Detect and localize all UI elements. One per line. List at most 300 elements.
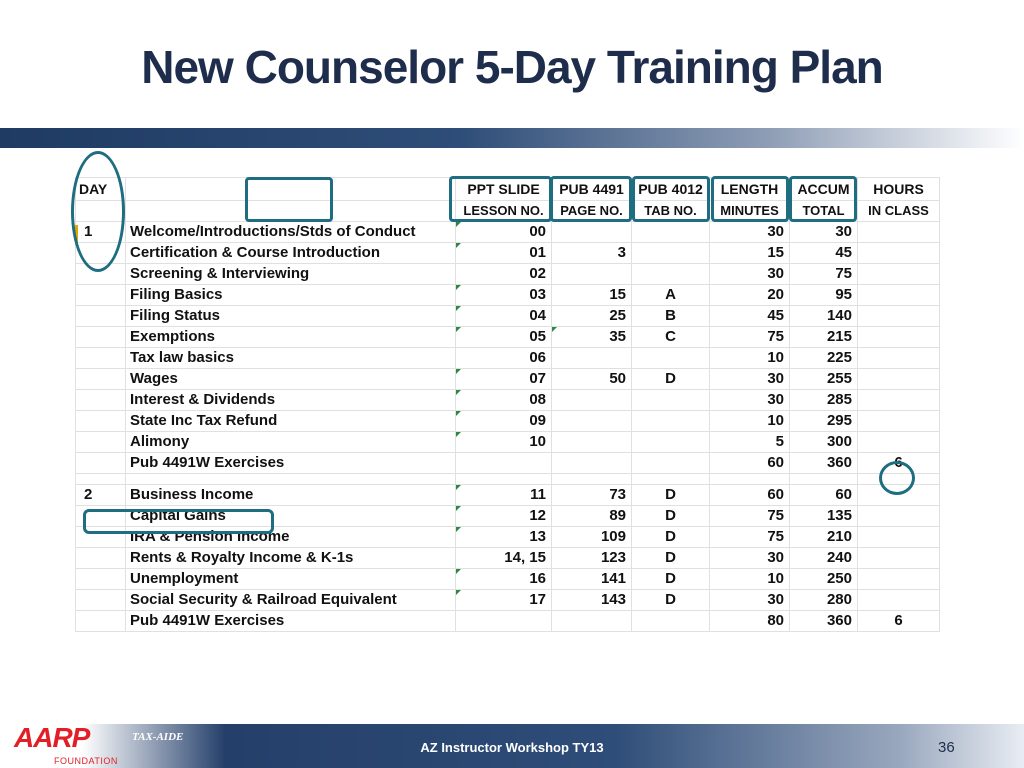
cell-accum-text: 215 bbox=[826, 328, 852, 345]
cell-day bbox=[76, 432, 126, 453]
header-cell: LENGTH bbox=[710, 178, 790, 201]
table-row bbox=[76, 285, 940, 306]
cell-length-text: 45 bbox=[767, 307, 784, 324]
cell-ppt-text: 04 bbox=[529, 307, 546, 324]
cell-ppt bbox=[456, 369, 552, 390]
cell-topic bbox=[126, 411, 456, 432]
cell-tab bbox=[632, 243, 710, 264]
cell-length bbox=[710, 569, 790, 590]
cell-page bbox=[552, 327, 632, 348]
cell-page-text: 73 bbox=[609, 486, 626, 503]
cell-page bbox=[552, 285, 632, 306]
comment-indicator-icon bbox=[456, 590, 461, 595]
cell-hours bbox=[858, 327, 940, 348]
cell-length-text: 30 bbox=[767, 265, 784, 282]
cell-page bbox=[552, 506, 632, 527]
cell-day bbox=[76, 453, 126, 474]
cell-page bbox=[552, 453, 632, 474]
header-cell bbox=[76, 201, 126, 222]
cell-length-text: 75 bbox=[767, 528, 784, 545]
cell-accum-text: 45 bbox=[835, 244, 852, 261]
cell-ppt-text: 05 bbox=[529, 328, 546, 345]
cell-length-text: 30 bbox=[767, 223, 784, 240]
cell-accum-text: 95 bbox=[835, 286, 852, 303]
cell-length bbox=[710, 485, 790, 506]
cell-hours-text: 6 bbox=[894, 612, 903, 629]
cell-day bbox=[76, 548, 126, 569]
cell-page bbox=[552, 569, 632, 590]
cell-accum-text: 240 bbox=[826, 549, 852, 566]
cell-page bbox=[552, 390, 632, 411]
cell-topic bbox=[126, 611, 456, 632]
cell-length-text: 60 bbox=[767, 454, 784, 471]
cell-ppt bbox=[456, 348, 552, 369]
cell-tab bbox=[632, 369, 710, 390]
cell-page bbox=[552, 590, 632, 611]
cell-ppt bbox=[456, 485, 552, 506]
cell-page bbox=[552, 348, 632, 369]
cell-hours bbox=[858, 453, 940, 474]
cell-hours bbox=[858, 548, 940, 569]
cell-day bbox=[76, 590, 126, 611]
cell-accum-text: 250 bbox=[826, 570, 852, 587]
header-row bbox=[76, 201, 940, 222]
cell-tab bbox=[632, 485, 710, 506]
cell-accum-text: 280 bbox=[826, 591, 852, 608]
cell-topic-text: Certification & Course Introduction bbox=[130, 244, 381, 261]
cell-topic bbox=[126, 369, 456, 390]
cell-ppt-text: 14, 15 bbox=[504, 549, 546, 566]
cell-ppt bbox=[456, 327, 552, 348]
cell-length bbox=[710, 548, 790, 569]
table-row bbox=[76, 569, 940, 590]
cell-hours-text: 6 bbox=[894, 454, 903, 471]
cell-ppt-text: 09 bbox=[529, 412, 546, 429]
table-row bbox=[76, 369, 940, 390]
cell-hours bbox=[858, 348, 940, 369]
cell-topic bbox=[126, 485, 456, 506]
cell-length-text: 75 bbox=[767, 507, 784, 524]
cell-topic-text: Social Security & Railroad Equivalent bbox=[130, 591, 397, 608]
cell-topic-text: Unemployment bbox=[130, 570, 239, 587]
table-row bbox=[76, 327, 940, 348]
cell-accum-text: 30 bbox=[835, 223, 852, 240]
cell-ppt bbox=[456, 527, 552, 548]
cell-ppt bbox=[456, 569, 552, 590]
cell-day-text: 1 bbox=[84, 223, 93, 240]
header-cell: IN CLASS bbox=[858, 201, 940, 222]
comment-indicator-icon bbox=[456, 390, 461, 395]
cell-accum-text: 75 bbox=[835, 265, 852, 282]
table-row bbox=[76, 548, 940, 569]
cell-length bbox=[710, 348, 790, 369]
cell-hours bbox=[858, 432, 940, 453]
cell-topic-text: Pub 4491W Exercises bbox=[130, 454, 285, 471]
cell-length-text: 10 bbox=[767, 412, 784, 429]
cell-tab bbox=[632, 285, 710, 306]
cell-ppt bbox=[456, 453, 552, 474]
cell-length bbox=[710, 327, 790, 348]
cell-tab-text: A bbox=[665, 286, 676, 303]
cell-ppt bbox=[456, 548, 552, 569]
cell-tab bbox=[632, 390, 710, 411]
cell-hours bbox=[858, 243, 940, 264]
cell-ppt-text: 11 bbox=[530, 486, 546, 503]
cell-day bbox=[76, 243, 126, 264]
cell-ppt bbox=[456, 590, 552, 611]
cell-tab bbox=[632, 548, 710, 569]
cell-accum-text: 360 bbox=[826, 454, 852, 471]
cell-tab-text: D bbox=[665, 486, 676, 503]
header-cell: HOURS bbox=[858, 178, 940, 201]
cell-accum bbox=[790, 348, 858, 369]
cell-topic bbox=[126, 390, 456, 411]
cell-topic-text: Screening & Interviewing bbox=[130, 265, 310, 282]
cell-day bbox=[76, 222, 126, 243]
cell-tab bbox=[632, 432, 710, 453]
comment-indicator-icon bbox=[456, 306, 461, 311]
cell-topic-text: Alimony bbox=[130, 433, 190, 450]
cell-tab-text: D bbox=[665, 549, 676, 566]
cell-page bbox=[552, 527, 632, 548]
cell-ppt bbox=[456, 506, 552, 527]
comment-indicator-icon bbox=[456, 569, 461, 574]
cell-tab bbox=[632, 327, 710, 348]
cell-length-text: 5 bbox=[775, 433, 784, 450]
table-cell bbox=[552, 474, 632, 485]
cell-topic bbox=[126, 590, 456, 611]
cell-length-text: 30 bbox=[767, 391, 784, 408]
cell-accum bbox=[790, 390, 858, 411]
cell-tab-text: D bbox=[665, 370, 676, 387]
cell-ppt bbox=[456, 243, 552, 264]
row-accent-mark bbox=[75, 225, 78, 243]
comment-indicator-icon bbox=[456, 432, 461, 437]
cell-accum bbox=[790, 590, 858, 611]
cell-accum bbox=[790, 527, 858, 548]
table-row bbox=[76, 506, 940, 527]
cell-topic-text: State Inc Tax Refund bbox=[130, 412, 278, 429]
cell-length-text: 30 bbox=[767, 370, 784, 387]
cell-page-text: 25 bbox=[609, 307, 626, 324]
cell-page-text: 143 bbox=[600, 591, 626, 608]
cell-tab-text: D bbox=[665, 591, 676, 608]
header-cell: LESSON NO. bbox=[456, 201, 552, 222]
cell-tab bbox=[632, 506, 710, 527]
header-cell: ACCUM bbox=[790, 178, 858, 201]
cell-tab-text: D bbox=[665, 507, 676, 524]
cell-topic bbox=[126, 527, 456, 548]
cell-ppt-text: 08 bbox=[529, 391, 546, 408]
cell-accum bbox=[790, 369, 858, 390]
cell-page-text: 123 bbox=[600, 549, 626, 566]
cell-length bbox=[710, 432, 790, 453]
cell-topic-text: Tax law basics bbox=[130, 349, 234, 366]
cell-accum-text: 285 bbox=[826, 391, 852, 408]
cell-ppt bbox=[456, 222, 552, 243]
header-cell: PUB 4012 bbox=[632, 178, 710, 201]
cell-topic-text: Interest & Dividends bbox=[130, 391, 276, 408]
cell-hours bbox=[858, 222, 940, 243]
cell-length bbox=[710, 411, 790, 432]
cell-ppt-text: 07 bbox=[529, 370, 546, 387]
cell-ppt bbox=[456, 264, 552, 285]
cell-hours bbox=[858, 306, 940, 327]
cell-page bbox=[552, 264, 632, 285]
cell-day bbox=[76, 485, 126, 506]
cell-topic bbox=[126, 569, 456, 590]
cell-topic-text: Filing Status bbox=[130, 307, 220, 324]
cell-length-text: 30 bbox=[767, 549, 784, 566]
table-row bbox=[76, 306, 940, 327]
table-row bbox=[76, 453, 940, 474]
cell-page bbox=[552, 369, 632, 390]
cell-tab bbox=[632, 611, 710, 632]
cell-topic bbox=[126, 222, 456, 243]
cell-day bbox=[76, 527, 126, 548]
cell-page-text: 89 bbox=[609, 507, 626, 524]
header-row bbox=[76, 178, 940, 201]
table-row bbox=[76, 390, 940, 411]
cell-page-text: 35 bbox=[609, 328, 626, 345]
cell-accum-text: 140 bbox=[826, 307, 852, 324]
cell-page bbox=[552, 611, 632, 632]
cell-tab bbox=[632, 590, 710, 611]
cell-topic-text: Rents & Royalty Income & K-1s bbox=[130, 549, 354, 566]
cell-length bbox=[710, 590, 790, 611]
cell-day bbox=[76, 611, 126, 632]
cell-tab-text: B bbox=[665, 307, 676, 324]
table-cell bbox=[858, 474, 940, 485]
cell-accum bbox=[790, 411, 858, 432]
cell-page-text: 141 bbox=[600, 570, 626, 587]
cell-ppt-text: 02 bbox=[529, 265, 546, 282]
cell-hours bbox=[858, 411, 940, 432]
cell-accum bbox=[790, 569, 858, 590]
cell-ppt bbox=[456, 411, 552, 432]
training-plan-table bbox=[75, 177, 940, 632]
cell-page bbox=[552, 411, 632, 432]
aarp-logo: AARP bbox=[14, 722, 90, 753]
cell-ppt-text: 03 bbox=[529, 286, 546, 303]
cell-accum bbox=[790, 548, 858, 569]
cell-day bbox=[76, 369, 126, 390]
cell-day bbox=[76, 327, 126, 348]
comment-indicator-icon bbox=[456, 527, 461, 532]
cell-ppt-text: 00 bbox=[529, 223, 546, 240]
cell-length bbox=[710, 611, 790, 632]
header-cell: DAY bbox=[76, 178, 126, 201]
table-cell bbox=[76, 474, 126, 485]
table-row bbox=[76, 348, 940, 369]
title-band bbox=[0, 128, 1024, 148]
cell-topic bbox=[126, 327, 456, 348]
cell-length bbox=[710, 306, 790, 327]
cell-topic-text: Wages bbox=[130, 370, 178, 387]
cell-hours bbox=[858, 569, 940, 590]
cell-accum-text: 60 bbox=[835, 486, 852, 503]
cell-accum bbox=[790, 327, 858, 348]
cell-tab-text: C bbox=[665, 328, 676, 345]
cell-tab bbox=[632, 264, 710, 285]
cell-tab bbox=[632, 453, 710, 474]
header-cell: MINUTES bbox=[710, 201, 790, 222]
table-cell bbox=[456, 474, 552, 485]
cell-hours bbox=[858, 285, 940, 306]
cell-accum bbox=[790, 453, 858, 474]
cell-length-text: 20 bbox=[767, 286, 784, 303]
cell-day bbox=[76, 506, 126, 527]
header-cell bbox=[126, 178, 456, 201]
cell-accum bbox=[790, 222, 858, 243]
cell-length-text: 30 bbox=[767, 591, 784, 608]
cell-topic bbox=[126, 243, 456, 264]
table-row bbox=[76, 264, 940, 285]
cell-day bbox=[76, 390, 126, 411]
comment-indicator-icon bbox=[456, 243, 461, 248]
cell-tab bbox=[632, 569, 710, 590]
table-row bbox=[76, 222, 940, 243]
cell-tab bbox=[632, 348, 710, 369]
cell-length bbox=[710, 222, 790, 243]
cell-ppt bbox=[456, 306, 552, 327]
table-cell bbox=[126, 474, 456, 485]
cell-accum bbox=[790, 264, 858, 285]
cell-page bbox=[552, 432, 632, 453]
table-cell bbox=[710, 474, 790, 485]
cell-hours bbox=[858, 369, 940, 390]
table-cell bbox=[632, 474, 710, 485]
cell-length bbox=[710, 390, 790, 411]
comment-indicator-icon bbox=[456, 485, 461, 490]
cell-length bbox=[710, 285, 790, 306]
cell-length-text: 15 bbox=[767, 244, 784, 261]
cell-topic-text: Pub 4491W Exercises bbox=[130, 612, 285, 629]
cell-ppt-text: 12 bbox=[529, 507, 546, 524]
aarp-foundation-label: FOUNDATION bbox=[54, 756, 118, 766]
cell-accum-text: 360 bbox=[826, 612, 852, 629]
header-cell: PAGE NO. bbox=[552, 201, 632, 222]
cell-accum bbox=[790, 506, 858, 527]
cell-ppt-text: 17 bbox=[529, 591, 546, 608]
cell-ppt-text: 01 bbox=[529, 244, 546, 261]
cell-day bbox=[76, 306, 126, 327]
cell-hours bbox=[858, 390, 940, 411]
cell-ppt-text: 16 bbox=[529, 570, 546, 587]
table-row bbox=[76, 611, 940, 632]
cell-topic bbox=[126, 432, 456, 453]
cell-topic-text: Welcome/Introductions/Stds of Conduct bbox=[130, 223, 416, 240]
table-row bbox=[76, 243, 940, 264]
table-row bbox=[76, 590, 940, 611]
comment-indicator-icon bbox=[456, 222, 461, 227]
cell-topic bbox=[126, 264, 456, 285]
cell-hours bbox=[858, 264, 940, 285]
cell-page bbox=[552, 243, 632, 264]
header-cell bbox=[126, 201, 456, 222]
cell-ppt-text: 13 bbox=[529, 528, 546, 545]
comment-indicator-icon bbox=[456, 327, 461, 332]
table-row bbox=[76, 411, 940, 432]
cell-day bbox=[76, 569, 126, 590]
cell-page bbox=[552, 548, 632, 569]
cell-accum bbox=[790, 306, 858, 327]
cell-page-text: 50 bbox=[609, 370, 626, 387]
cell-topic-text: Capital Gains bbox=[130, 507, 226, 524]
table-row bbox=[76, 432, 940, 453]
cell-topic-text: IRA & Pension Income bbox=[130, 528, 290, 545]
comment-indicator-icon bbox=[456, 369, 461, 374]
cell-length-text: 60 bbox=[767, 486, 784, 503]
cell-hours bbox=[858, 485, 940, 506]
comment-indicator-icon bbox=[456, 506, 461, 511]
cell-tab bbox=[632, 527, 710, 548]
cell-topic bbox=[126, 506, 456, 527]
page-number: 36 bbox=[938, 739, 955, 756]
cell-topic bbox=[126, 285, 456, 306]
cell-ppt bbox=[456, 285, 552, 306]
comment-indicator-icon bbox=[456, 285, 461, 290]
spreadsheet-image bbox=[75, 177, 939, 663]
cell-accum-text: 255 bbox=[826, 370, 852, 387]
cell-hours bbox=[858, 506, 940, 527]
cell-length bbox=[710, 369, 790, 390]
cell-accum bbox=[790, 485, 858, 506]
cell-accum bbox=[790, 611, 858, 632]
cell-page-text: 109 bbox=[600, 528, 626, 545]
cell-page bbox=[552, 485, 632, 506]
cell-length bbox=[710, 264, 790, 285]
cell-tab-text: D bbox=[665, 570, 676, 587]
cell-length bbox=[710, 243, 790, 264]
comment-indicator-icon bbox=[456, 411, 461, 416]
footer-workshop-text: AZ Instructor Workshop TY13 bbox=[420, 740, 604, 755]
cell-length-text: 10 bbox=[767, 349, 784, 366]
cell-ppt bbox=[456, 611, 552, 632]
cell-tab bbox=[632, 306, 710, 327]
table-row bbox=[76, 527, 940, 548]
cell-accum bbox=[790, 285, 858, 306]
cell-page bbox=[552, 222, 632, 243]
cell-topic bbox=[126, 453, 456, 474]
cell-tab bbox=[632, 222, 710, 243]
cell-length bbox=[710, 506, 790, 527]
cell-tab bbox=[632, 411, 710, 432]
cell-topic bbox=[126, 306, 456, 327]
cell-day bbox=[76, 411, 126, 432]
cell-hours bbox=[858, 527, 940, 548]
cell-day bbox=[76, 348, 126, 369]
table-row bbox=[76, 485, 940, 506]
cell-length-text: 10 bbox=[767, 570, 784, 587]
cell-page-text: 3 bbox=[617, 244, 626, 261]
cell-topic-text: Filing Basics bbox=[130, 286, 223, 303]
cell-day bbox=[76, 285, 126, 306]
cell-accum-text: 135 bbox=[826, 507, 852, 524]
cell-length bbox=[710, 527, 790, 548]
cell-ppt-text: 06 bbox=[529, 349, 546, 366]
cell-tab-text: D bbox=[665, 528, 676, 545]
cell-accum bbox=[790, 432, 858, 453]
cell-page-text: 15 bbox=[609, 286, 626, 303]
cell-topic-text: Exemptions bbox=[130, 328, 216, 345]
cell-accum bbox=[790, 243, 858, 264]
cell-accum-text: 295 bbox=[826, 412, 852, 429]
cell-hours bbox=[858, 590, 940, 611]
tax-aide-label: TAX-AIDE bbox=[132, 731, 184, 743]
cell-length-text: 80 bbox=[767, 612, 784, 629]
table-cell bbox=[790, 474, 858, 485]
